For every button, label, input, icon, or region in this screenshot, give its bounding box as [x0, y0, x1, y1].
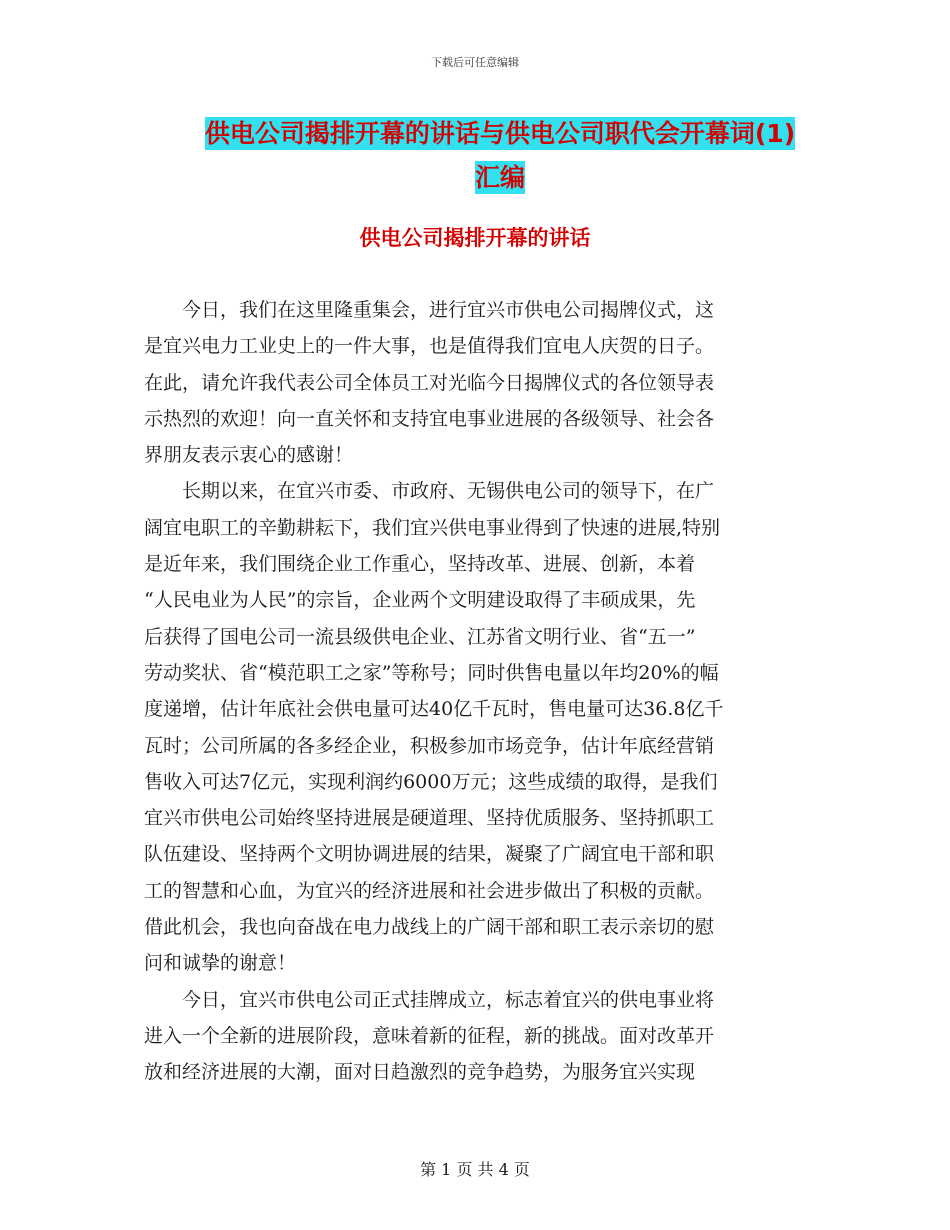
document-title-line-2: 汇编	[474, 163, 525, 192]
document-title	[100, 112, 900, 200]
body-line: 示热烈的欢迎！向一直关怀和支持宜电事业进展的各级领导、社会各	[144, 407, 715, 430]
body-line: 售收入可达7亿元，实现利润约6000万元；这些成绩的取得，是我们	[144, 770, 718, 793]
body-line: 今日，我们在这里隆重集会，进行宜兴市供电公司揭牌仪式，这	[144, 299, 715, 321]
page-number-footer: 第 1 页 共 4 页	[420, 1160, 530, 1179]
document-title-line-1: 供电公司揭排开幕的讲话与供电公司职代会开幕词(1)	[204, 119, 796, 148]
body-line: 是近年来，我们围绕企业工作重心，坚持改革、进展、创新，本着	[144, 553, 696, 576]
body-line: 进入一个全新的进展阶段，意味着新的征程，新的挑战。面对改革开	[144, 1024, 715, 1047]
body-line: 阔宜电职工的辛勤耕耘下，我们宜兴供电事业得到了快速的进展,特别	[144, 516, 721, 539]
body-line: 放和经济进展的大潮，面对日趋激烈的竞争趋势，为服务宜兴实现	[144, 1061, 696, 1084]
body-line: 问和诚挚的谢意！	[144, 952, 297, 975]
body-line: 度递增，估计年底社会供电量可达40亿千瓦时，售电量可达36.8亿千	[144, 698, 724, 721]
body-line: 在此，请允许我代表公司全体员工对光临今日揭牌仪式的各位领导表	[144, 371, 715, 394]
body-text	[144, 292, 806, 1091]
section-title: 供电公司揭排开幕的讲话	[359, 226, 591, 250]
body-line: 瓦时；公司所属的各多经企业，积极参加市场竞争，估计年底经营销	[144, 734, 715, 757]
body-line: 今日，宜兴市供电公司正式挂牌成立，标志着宜兴的供电事业将	[144, 988, 715, 1011]
body-line: 界朋友表示衷心的感谢！	[144, 444, 354, 467]
body-line: “人民电业为人民”的宗旨，企业两个文明建设取得了丰硕成果，先	[144, 589, 696, 612]
body-line: 借此机会，我也向奋战在电力战线上的广阔干部和职工表示亲切的慰	[144, 916, 715, 939]
body-line: 后获得了国电公司一流县级供电企业、江苏省文明行业、省“五一”	[144, 625, 696, 648]
body-line: 队伍建设、坚持两个文明协调进展的结果，凝聚了广阔宜电干部和职	[144, 843, 715, 866]
header-note: 下载后可任意编辑	[431, 56, 519, 69]
body-line: 工的智慧和心血，为宜兴的经济进展和社会进步做出了积极的贡献。	[144, 879, 715, 902]
body-line: 是宜兴电力工业史上的一件大事，也是值得我们宜电人庆贺的日子。	[144, 335, 715, 358]
body-line: 劳动奖状、省“模范职工之家”等称号；同时供售电量以年均20%的幅	[144, 661, 719, 684]
body-line: 长期以来，在宜兴市委、市政府、无锡供电公司的领导下，在广	[144, 480, 715, 503]
body-line: 宜兴市供电公司始终坚持进展是硬道理、坚持优质服务、坚持抓职工	[144, 807, 715, 830]
